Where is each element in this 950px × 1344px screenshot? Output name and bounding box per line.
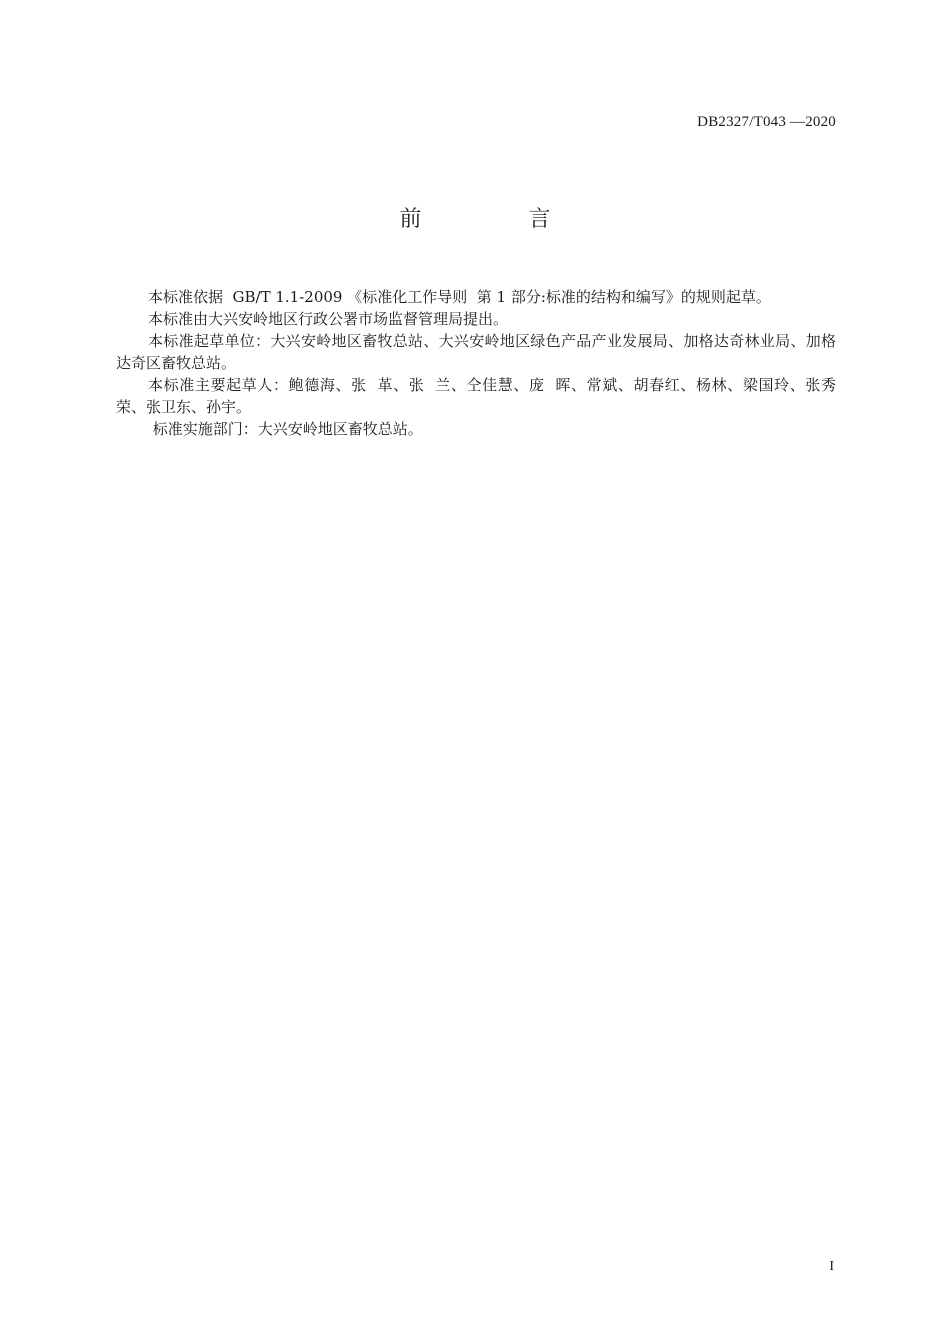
paragraph-drafting-units: 本标准起草单位：大兴安岭地区畜牧总站、大兴安岭地区绿色产品产业发展局、加格达奇林业局、加格达奇区畜牧总站。	[116, 332, 836, 372]
paragraph-main-drafters: 本标准主要起草人：鲍德海、张 革、张 兰、仝佳慧、庞 晖、常斌、胡春红、杨林、梁国玲、张秀荣、张卫东、孙宇。	[116, 376, 836, 416]
document-code: DB2327/T043 —2020	[697, 114, 836, 130]
page-title: 前 言	[399, 207, 601, 232]
paragraph-proposer: 本标准由大兴安岭地区行政公署市场监督管理局提出。	[148, 310, 509, 328]
page-number: I	[829, 1259, 834, 1274]
preface-body	[116, 286, 836, 440]
paragraph-drafting-basis: 本标准依据 GB/T 1.1-2009 《标准化工作导则 第 1 部分:标准的结构和编写》的规则起草。	[148, 288, 771, 306]
paragraph-implementing-department: 标准实施部门：大兴安岭地区畜牧总站。	[148, 420, 423, 438]
